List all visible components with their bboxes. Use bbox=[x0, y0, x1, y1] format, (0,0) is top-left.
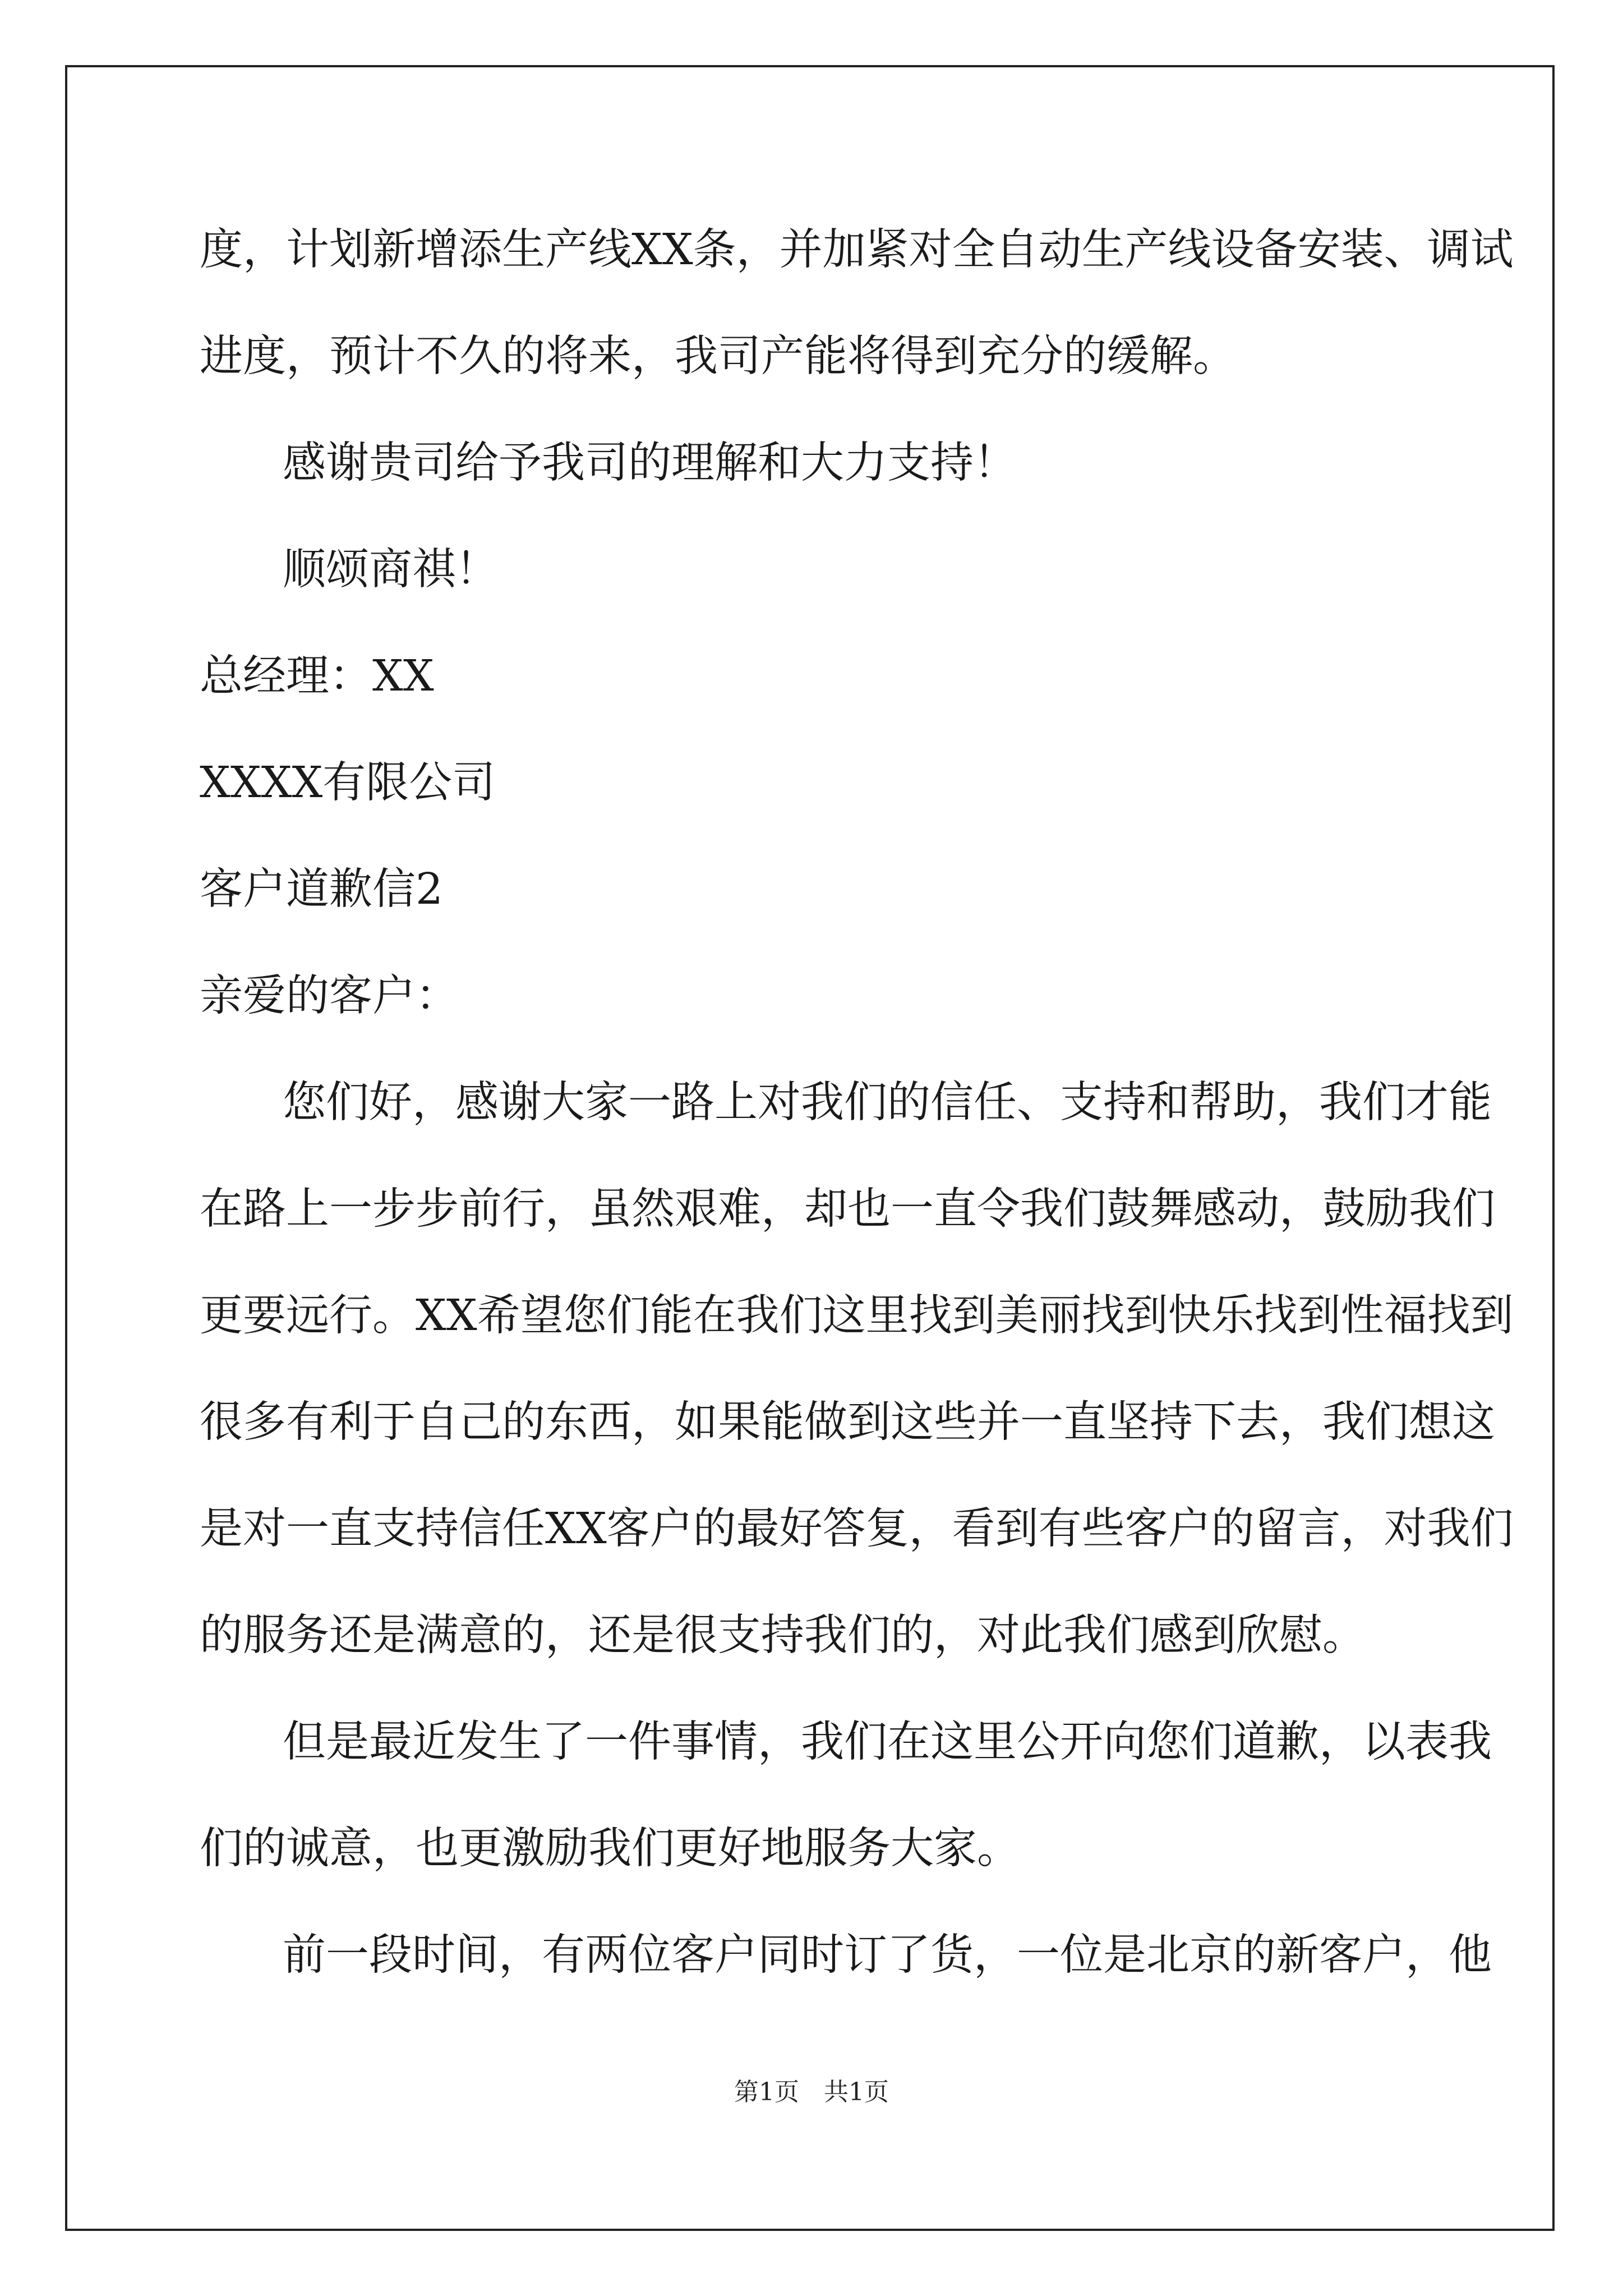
text-line: 您们好，感谢大家一路上对我们的信任、支持和帮助，我们才能 bbox=[283, 1078, 1492, 1128]
text-line: 感谢贵司给予我司的理解和大力支持！ bbox=[283, 438, 1017, 488]
page-number-footer: 第1页 共1页 bbox=[734, 2078, 889, 2106]
text-line: 的服务还是满意的，还是很支持我们的，对此我们感到欣慰。 bbox=[200, 1611, 1366, 1660]
text-line: 但是最近发生了一件事情，我们在这里公开向您们道歉，以表我 bbox=[283, 1717, 1492, 1767]
text-line: 很多有利于自己的东西，如果能做到这些并一直坚持下去，我们想这 bbox=[200, 1397, 1495, 1447]
greeting: 亲爱的客户： bbox=[200, 971, 459, 1021]
text-line: 在路上一步步前行，虽然艰难，却也一直令我们鼓舞感动，鼓励我们 bbox=[200, 1184, 1495, 1234]
signature-manager: 总经理：XX bbox=[200, 651, 434, 701]
closing-salutation: 顺颂商祺！ bbox=[283, 545, 499, 595]
text-line: 更要远行。XX希望您们能在我们这里找到美丽找到快乐找到性福找到 bbox=[200, 1291, 1514, 1341]
text-line: 前一段时间，有两位客户同时订了货，一位是北京的新客户，他 bbox=[283, 1930, 1492, 1980]
section-heading: 客户道歉信2 bbox=[200, 864, 443, 914]
text-line: 们的诚意，也更激励我们更好地服务大家。 bbox=[200, 1824, 1020, 1874]
text-line: 是对一直支持信任XX客户的最好答复，看到有些客户的留言，对我们 bbox=[200, 1504, 1514, 1554]
page-border bbox=[65, 65, 1555, 2231]
text-line: 度，计划新增添生产线XX条，并加紧对全自动生产线设备安装、调试 bbox=[200, 225, 1514, 275]
signature-company: XXXX有限公司 bbox=[200, 758, 496, 808]
text-line: 进度，预计不久的将来，我司产能将得到充分的缓解。 bbox=[200, 332, 1236, 381]
